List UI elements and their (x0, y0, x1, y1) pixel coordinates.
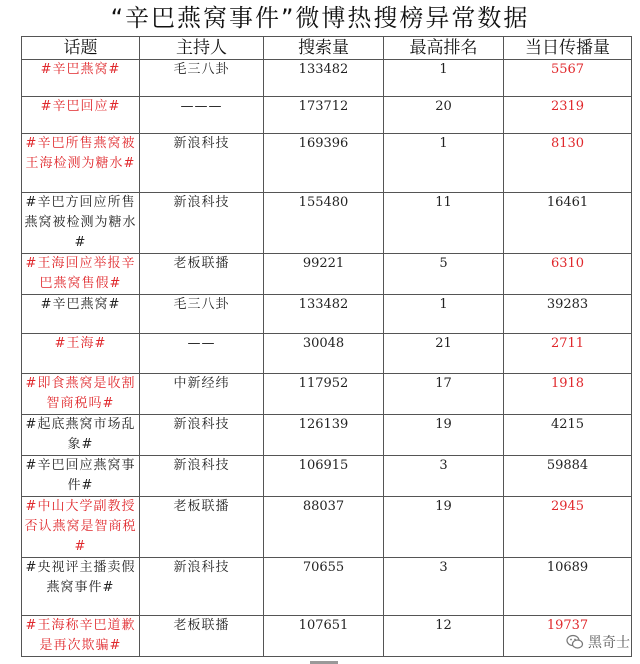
table-row (22, 134, 632, 193)
top-rank-cell: 1 (384, 60, 504, 97)
host-cell: 老板联播 (140, 254, 264, 295)
topic-cell: #王海回应举报辛巴燕窝售假# (22, 254, 140, 295)
top-rank-cell: 20 (384, 97, 504, 134)
topic-cell: #辛巴所售燕窝被王海检测为糖水# (22, 134, 140, 193)
host-cell: 新浪科技 (140, 456, 264, 497)
top-rank-cell: 5 (384, 254, 504, 295)
top-rank-cell: 11 (384, 193, 504, 254)
search-volume-cell: 99221 (264, 254, 384, 295)
table-row (22, 456, 632, 497)
topic-cell: #辛巴方回应所售燕窝被检测为糖水# (22, 193, 140, 254)
host-cell: 毛三八卦 (140, 295, 264, 334)
host-cell: 新浪科技 (140, 193, 264, 254)
search-volume-cell: 106915 (264, 456, 384, 497)
search-volume-cell: 169396 (264, 134, 384, 193)
table-row (22, 616, 632, 657)
host-cell: 老板联播 (140, 616, 264, 657)
topic-cell: #央视评主播卖假燕窝事件# (22, 558, 140, 616)
hot-search-table (21, 36, 632, 657)
table-row (22, 60, 632, 97)
search-volume-cell: 126139 (264, 415, 384, 456)
topic-cell: #辛巴燕窝# (22, 60, 140, 97)
topic-cell: #王海称辛巴道歉是再次欺骗# (22, 616, 140, 657)
daily-spread-cell: 59884 (504, 456, 632, 497)
top-rank-cell: 17 (384, 374, 504, 415)
search-volume-cell: 30048 (264, 334, 384, 374)
daily-spread-cell: 6310 (504, 254, 632, 295)
daily-spread-cell: 5567 (504, 60, 632, 97)
watermark-text: 黑奇士 (588, 635, 630, 651)
host-cell: 老板联播 (140, 497, 264, 558)
search-volume-cell: 70655 (264, 558, 384, 616)
table-row (22, 295, 632, 334)
daily-spread-cell: 2711 (504, 334, 632, 374)
top-rank-cell: 1 (384, 295, 504, 334)
daily-spread-cell: 10689 (504, 558, 632, 616)
host-cell: ——— (140, 97, 264, 134)
table-row (22, 558, 632, 616)
search-volume-cell: 107651 (264, 616, 384, 657)
topic-cell: #辛巴回应# (22, 97, 140, 134)
top-rank-cell: 3 (384, 558, 504, 616)
host-cell: 毛三八卦 (140, 60, 264, 97)
topic-cell: #中山大学副教授否认燕窝是智商税# (22, 497, 140, 558)
table-row (22, 415, 632, 456)
table-row (22, 254, 632, 295)
header-top-rank: 最高排名 (384, 37, 504, 60)
search-volume-cell: 133482 (264, 60, 384, 97)
watermark (566, 632, 630, 652)
header-topic: 话题 (22, 37, 140, 60)
host-cell: 新浪科技 (140, 558, 264, 616)
page-title: “辛巴燕窝事件”微博热搜榜异常数据 (110, 4, 530, 32)
table-header-row (22, 37, 632, 60)
host-cell: 新浪科技 (140, 134, 264, 193)
host-cell: 中新经纬 (140, 374, 264, 415)
table-row (22, 497, 632, 558)
topic-cell: #辛巴回应燕窝事件# (22, 456, 140, 497)
daily-spread-cell: 2319 (504, 97, 632, 134)
topic-cell: #起底燕窝市场乱象# (22, 415, 140, 456)
top-rank-cell: 19 (384, 415, 504, 456)
topic-cell: #辛巴燕窝# (22, 295, 140, 334)
header-search-volume: 搜索量 (264, 37, 384, 60)
table-row (22, 374, 632, 415)
top-rank-cell: 21 (384, 334, 504, 374)
daily-spread-cell: 1918 (504, 374, 632, 415)
header-host: 主持人 (140, 37, 264, 60)
header-daily-spread: 当日传播量 (504, 37, 632, 60)
topic-cell: #王海# (22, 334, 140, 374)
top-rank-cell: 3 (384, 456, 504, 497)
search-volume-cell: 88037 (264, 497, 384, 558)
table-row (22, 97, 632, 134)
search-volume-cell: 133482 (264, 295, 384, 334)
top-rank-cell: 19 (384, 497, 504, 558)
daily-spread-cell: 16461 (504, 193, 632, 254)
daily-spread-cell: 2945 (504, 497, 632, 558)
search-volume-cell: 173712 (264, 97, 384, 134)
table-row (22, 193, 632, 254)
table-row (22, 334, 632, 374)
daily-spread-cell: 19737 (504, 616, 632, 657)
topic-cell: #即食燕窝是收割智商税吗# (22, 374, 140, 415)
search-volume-cell: 155480 (264, 193, 384, 254)
host-cell: —— (140, 334, 264, 374)
daily-spread-cell: 39283 (504, 295, 632, 334)
search-volume-cell: 117952 (264, 374, 384, 415)
daily-spread-cell: 4215 (504, 415, 632, 456)
top-rank-cell: 12 (384, 616, 504, 657)
top-rank-cell: 1 (384, 134, 504, 193)
daily-spread-cell: 8130 (504, 134, 632, 193)
host-cell: 新浪科技 (140, 415, 264, 456)
wechat-icon (566, 633, 584, 651)
